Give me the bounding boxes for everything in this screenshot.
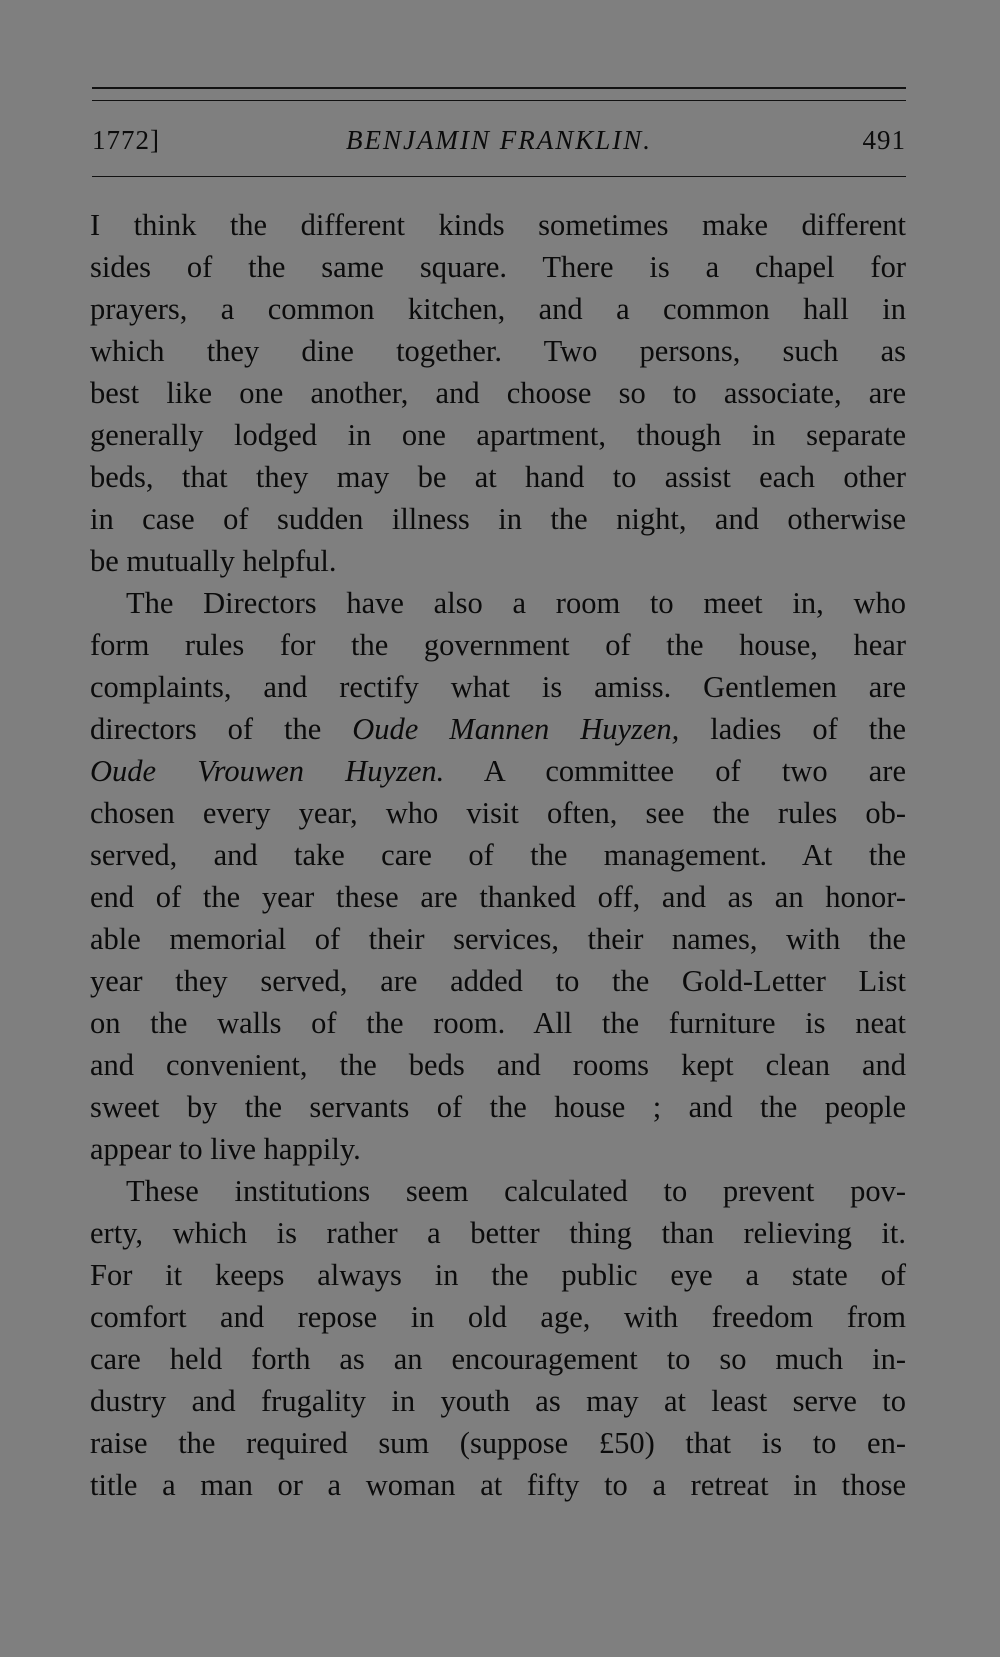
paragraph-first-line: These institutions seem calculated to prevent pov-: [126, 1174, 906, 1208]
header-rule-bottom: [92, 176, 906, 177]
text-line: For it keeps always in the public eye a state of: [90, 1258, 906, 1292]
text-line: generally lodged in one apartment, though in separate: [90, 418, 906, 452]
italic-title: Oude Vrouwen Huyzen.: [90, 754, 445, 788]
body-text: [90, 204, 906, 1506]
running-head-year: 1772]: [92, 125, 160, 155]
text-line: be mutually helpful.: [90, 544, 337, 578]
text-line: complaints, and rectify what is amiss. Gentlemen are: [90, 670, 906, 704]
running-head: [92, 120, 906, 160]
text-line: end of the year these are thanked off, and as an honor-: [90, 880, 906, 914]
text-line: best like one another, and choose so to associate, are: [90, 376, 906, 410]
text-segment: A committee of two are: [444, 754, 906, 788]
text-segment: ladies of the: [679, 712, 906, 746]
text-line: care held forth as an encouragement to so much in-: [90, 1342, 906, 1376]
text-line: comfort and repose in old age, with freedom from: [90, 1300, 906, 1334]
text-line: in case of sudden illness in the night, and otherwise: [90, 502, 906, 536]
text-line: chosen every year, who visit often, see the rules ob-: [90, 796, 906, 830]
text-line: beds, that they may be at hand to assist each other: [90, 460, 906, 494]
header-rule-top: [92, 87, 906, 89]
text-line: served, and take care of the management. At the: [90, 838, 906, 872]
italic-title: Oude Mannen Huyzen,: [352, 712, 680, 746]
text-line: sides of the same square. There is a chapel for: [90, 250, 906, 284]
text-line: year they served, are added to the Gold-Letter List: [90, 964, 906, 998]
text-line: [90, 708, 906, 750]
text-segment: directors of the: [90, 712, 353, 746]
text-line: sweet by the servants of the house ; and the people: [90, 1090, 906, 1124]
text-line: raise the required sum (suppose £50) that is to en-: [90, 1426, 906, 1460]
text-line: and convenient, the beds and rooms kept clean and: [90, 1048, 906, 1082]
text-line: dustry and frugality in youth as may at least serve to: [90, 1384, 906, 1418]
text-line: prayers, a common kitchen, and a common hall in: [90, 292, 906, 326]
text-line: able memorial of their services, their names, with the: [90, 922, 906, 956]
paragraph-first-line: The Directors have also a room to meet in, who: [126, 586, 906, 620]
text-line: title a man or a woman at fifty to a retreat in those: [90, 1468, 906, 1502]
text-line: which they dine together. Two persons, such as: [90, 334, 906, 368]
text-line: on the walls of the room. All the furniture is neat: [90, 1006, 906, 1040]
text-line: I think the different kinds sometimes make different: [90, 208, 906, 242]
text-line: appear to live happily.: [90, 1132, 361, 1166]
running-head-title: BENJAMIN FRANKLIN.: [346, 125, 652, 155]
header-rule-top-thin: [92, 100, 906, 101]
text-line: form rules for the government of the house, hear: [90, 628, 906, 662]
page-number: 491: [862, 125, 906, 155]
text-line: [90, 750, 906, 792]
text-line: erty, which is rather a better thing than relieving it.: [90, 1216, 906, 1250]
